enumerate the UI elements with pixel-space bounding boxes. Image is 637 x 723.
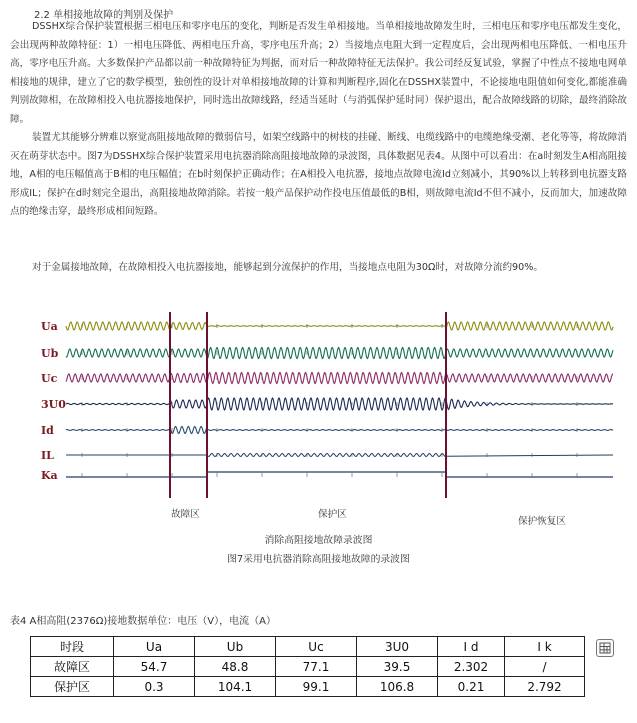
data-table bbox=[30, 636, 585, 697]
channel-label: Uc bbox=[41, 372, 58, 385]
channel-label: Id bbox=[41, 424, 54, 437]
paragraph-1: DSSHX综合保护装置根据三相电压和零序电压的变化，判断是否发生单相接地。当单相接地故障发生时，三相电压和零序电压都发生变化，会出现两种故障特征：1）一相电压降低、两相电压升高，零序电压升高；2）当接地点电阻大到一定程度后，会出现两相电压降低、一相电压升高，零序电压升高。大多数保护产品都以前一种故障特征为判据，而对后一种故障特征无法保护。我公司经反复试验，掌握了中性点不接地电网单相接地的规律，建立了它的数学模型，独创性的设计对单相接地故障的计算和判断程序,固化在DSSHX装置中，不论接地电阻值如何变化,都能准确判别故障相，在故障相投入电抗器接地保护，同时选出故障线路，经适当延时（与消弧保护延时同）保护退出，配合故障线路的切除，最终消除故障。 bbox=[10, 21, 627, 125]
waveform-figure bbox=[0, 312, 637, 500]
table-row bbox=[31, 657, 585, 677]
figure-caption: 图7采用电抗器消除高阻接地故障的录波图 bbox=[227, 554, 410, 565]
zone-label-recovery: 保护恢复区 bbox=[518, 516, 566, 527]
table-cell: 99.1 bbox=[276, 677, 357, 697]
table-cell: 54.7 bbox=[114, 657, 195, 677]
table-grid-icon bbox=[597, 640, 613, 656]
waveform-trace bbox=[66, 472, 613, 477]
table-cell: 106.8 bbox=[357, 677, 438, 697]
table-view-button[interactable] bbox=[596, 639, 614, 657]
zone-label-protect: 保护区 bbox=[318, 509, 347, 520]
channel-label: Ua bbox=[41, 320, 58, 333]
table-header-cell: Uc bbox=[276, 637, 357, 657]
figure-subcaption: 消除高阻接地故障录波图 bbox=[264, 535, 373, 546]
table-header-cell: I k bbox=[505, 637, 585, 657]
waveform-trace bbox=[66, 373, 613, 384]
paragraph-2: 装置尤其能够分辨难以察觉高阻接地故障的微弱信号，如架空线路中的树枝的挂碰、断线、电缆线路中的电缆绝缘受潮、老化等等，将故障消灭在萌芽状态中。图7为DSSHX综合保护装置采用电抗器消除高阻接地故障的录波图，具体数据见表4。从图中可以看出：在a时刻发生A相高阻接地，A相的电压幅值高于B相的电压幅值；在b时刻保护正确动作；在A相投入电抗器，接地点故障电流Id立刻减小，其90%以上转移到电抗器支路形成IL；保护在d时刻完全退出，高阻接地故障消除。若按一般产品保护动作投电压值最低的B相，则故障电流Id不但不减小，反而加大，加速故障点的绝缘击穿，最终形成相间短路。 bbox=[10, 132, 627, 218]
table-header-row bbox=[31, 637, 585, 657]
table-cell: 2.302 bbox=[438, 657, 505, 677]
waveform-trace bbox=[66, 322, 613, 330]
zone-label-fault: 故障区 bbox=[171, 509, 200, 520]
table-cell: 2.792 bbox=[505, 677, 585, 697]
paragraph-3: 对于金属接地故障，在故障相投入电抗器接地，能够起到分流保护的作用，当接地点电阻为30Ω时，对故障分流约90%。 bbox=[32, 262, 543, 273]
table-cell: 保护区 bbox=[31, 677, 114, 697]
channel-label: Ub bbox=[41, 347, 59, 360]
table-header-cell: Ub bbox=[195, 637, 276, 657]
table-cell: 39.5 bbox=[357, 657, 438, 677]
table-caption: 表4 A相高阻(2376Ω)接地数据单位：电压（V），电流（A） bbox=[10, 616, 276, 627]
table-cell: 48.8 bbox=[195, 657, 276, 677]
table-cell: 0.21 bbox=[438, 677, 505, 697]
waveform-trace bbox=[66, 398, 613, 410]
table-row bbox=[31, 677, 585, 697]
table-header-cell: I d bbox=[438, 637, 505, 657]
channel-label: 3U0 bbox=[41, 398, 66, 411]
table-header-cell: Ua bbox=[114, 637, 195, 657]
channel-label: IL bbox=[41, 449, 54, 462]
table-cell: 77.1 bbox=[276, 657, 357, 677]
table-header-cell: 3U0 bbox=[357, 637, 438, 657]
table-cell: 0.3 bbox=[114, 677, 195, 697]
table-cell: / bbox=[505, 657, 585, 677]
waveform-trace bbox=[66, 454, 613, 457]
channel-label: Ka bbox=[41, 469, 58, 482]
table-header-cell: 时段 bbox=[31, 637, 114, 657]
table-cell: 104.1 bbox=[195, 677, 276, 697]
section-title: 2.2 单相接地故障的判别及保护 bbox=[34, 10, 174, 21]
waveform-trace bbox=[66, 427, 613, 434]
table-cell: 故障区 bbox=[31, 657, 114, 677]
waveform-trace bbox=[66, 348, 613, 359]
